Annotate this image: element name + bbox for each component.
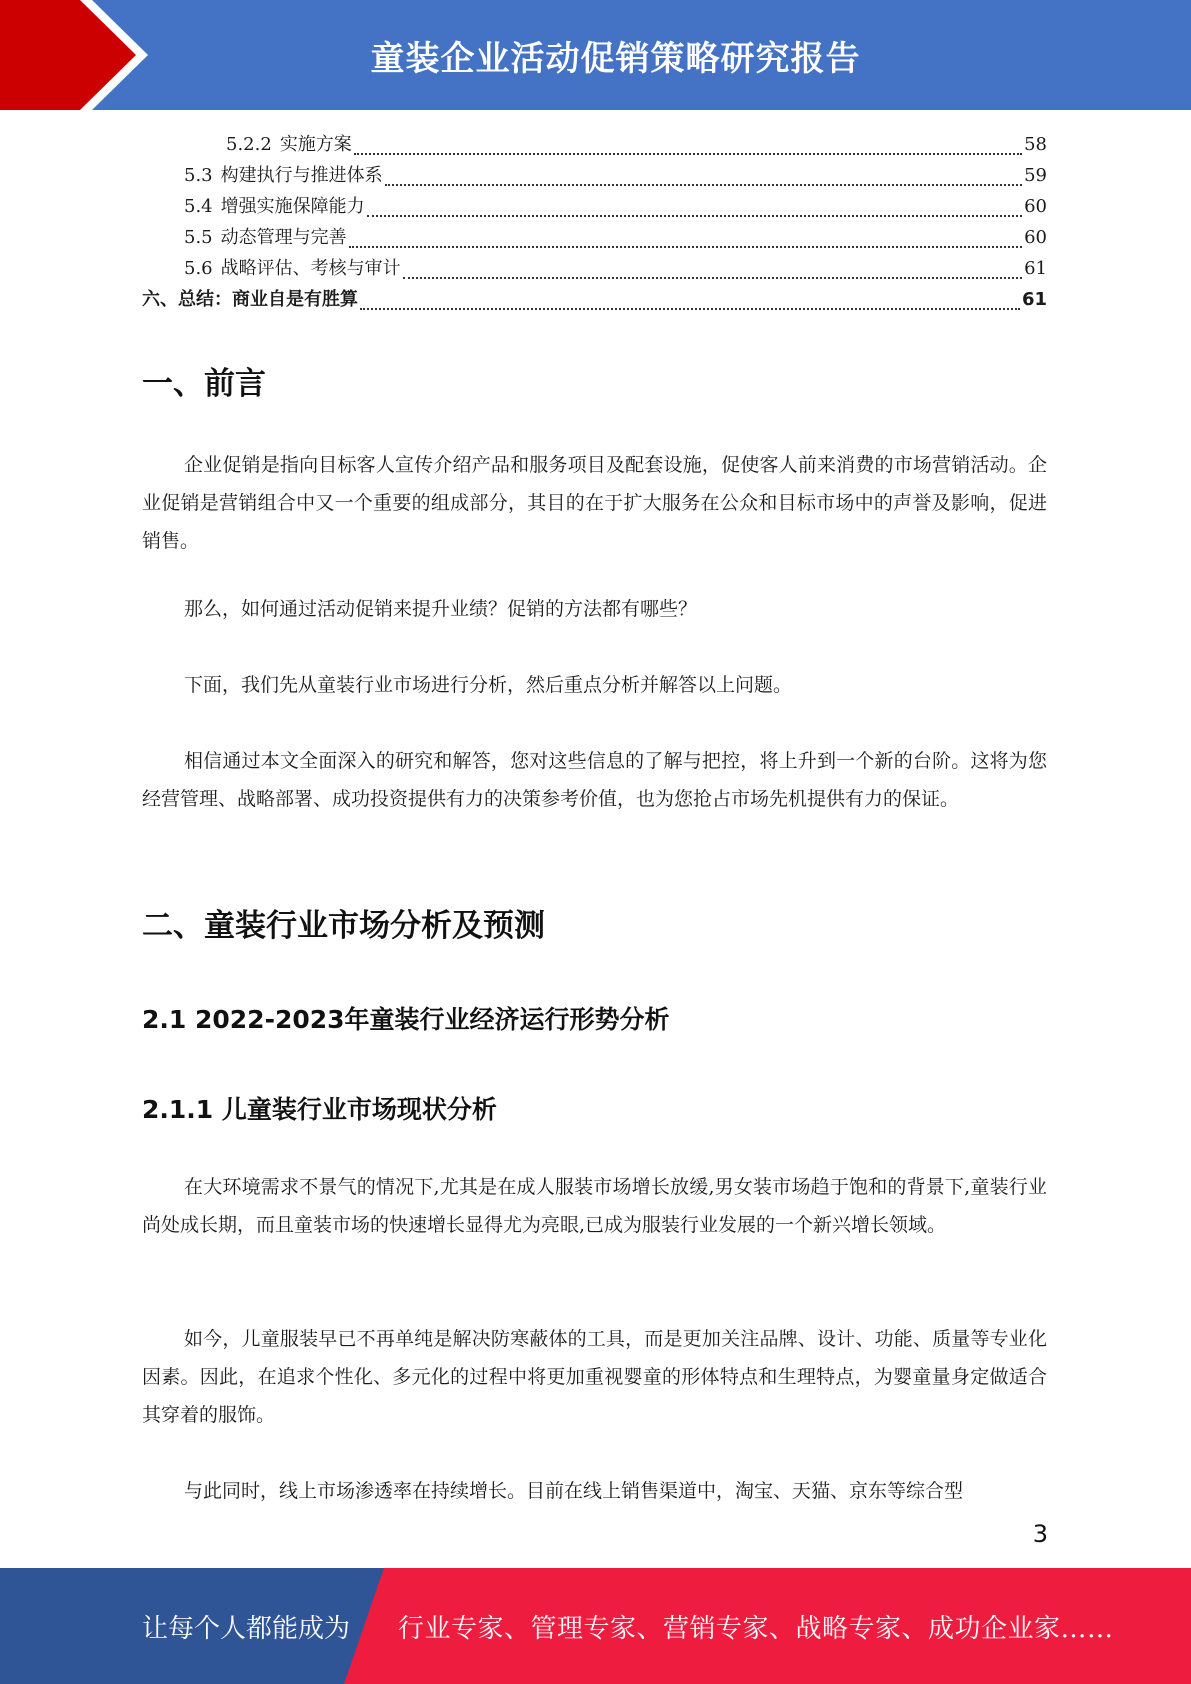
section-heading-market-analysis: 二、童装行业市场分析及预测 bbox=[142, 908, 545, 944]
toc-entry-number: 5.4 bbox=[184, 196, 213, 217]
paragraph: 下面，我们先从童装行业市场进行分析，然后重点分析并解答以上问题。 bbox=[184, 674, 793, 696]
toc-dot-leader bbox=[360, 308, 1020, 310]
toc-entry-page: 60 bbox=[1024, 227, 1047, 248]
page-footer bbox=[0, 1568, 1191, 1684]
footer-slogan-left: 让每个人都能成为 bbox=[142, 1613, 351, 1644]
toc-entry-title: 增强实施保障能力 bbox=[220, 196, 365, 217]
toc-entry[interactable] bbox=[142, 161, 1047, 192]
toc-entry-number: 5.3 bbox=[184, 165, 213, 186]
paragraph: 企业促销是指向目标客人宣传介绍产品和服务项目及配套设施，促使客人前来消费的市场营销活动。企业促销是营销组合中又一个重要的组成部分，其目的在于扩大服务在公众和目标市场中的声誉及影响，促进销售。 bbox=[142, 454, 1047, 552]
toc-entry-page: 59 bbox=[1024, 165, 1047, 186]
subsection-heading: 2.1 2022-2023年童装行业经济运行形势分析 bbox=[142, 1005, 670, 1034]
toc-entry-page: 58 bbox=[1024, 134, 1047, 155]
page-header bbox=[0, 0, 1191, 110]
toc-entry-number: 5.5 bbox=[184, 227, 213, 248]
toc-dot-leader bbox=[349, 246, 1022, 248]
paragraph: 那么，如何通过活动促销来提升业绩？促销的方法都有哪些？ bbox=[184, 598, 698, 620]
toc-entry[interactable] bbox=[142, 192, 1047, 223]
paragraph: 与此同时，线上市场渗透率在持续增长。目前在线上销售渠道中，淘宝、天猫、京东等综合型 bbox=[184, 1480, 964, 1502]
toc-entry-number: 5.6 bbox=[184, 258, 213, 279]
paragraph: 相信通过本文全面深入的研究和解答，您对这些信息的了解与把控，将上升到一个新的台阶。这将为您经营管理、战略部署、成功投资提供有力的决策参考价值，也为您抢占市场先机提供有力的保证。 bbox=[142, 750, 1047, 810]
toc-dot-leader bbox=[367, 215, 1022, 217]
toc-entry-number: 5.2.2 bbox=[226, 134, 272, 155]
paragraph: 如今，儿童服装早已不再单纯是解决防寒蔽体的工具，而是更加关注品牌、设计、功能、质量等专业化因素。因此，在追求个性化、多元化的过程中将更加重视婴童的形体特点和生理特点，为婴童量身定做适合其穿着的服饰。 bbox=[142, 1328, 1047, 1426]
toc-entry[interactable] bbox=[142, 223, 1047, 254]
toc-entry[interactable] bbox=[142, 130, 1047, 161]
toc-entry-title: 实施方案 bbox=[279, 134, 352, 155]
report-title: 童装企业活动促销策略研究报告 bbox=[370, 38, 861, 79]
page-number: 3 bbox=[1032, 1520, 1048, 1548]
table-of-contents bbox=[142, 130, 1047, 316]
toc-entry-title: 六、总结：商业自是有胜算 bbox=[142, 289, 358, 310]
toc-entry-page: 60 bbox=[1024, 196, 1047, 217]
toc-entry-title: 构建执行与推进体系 bbox=[220, 165, 383, 186]
toc-dot-leader bbox=[385, 184, 1022, 186]
section-heading-preface: 一、前言 bbox=[142, 366, 266, 402]
toc-dot-leader bbox=[403, 277, 1022, 279]
toc-entry-page: 61 bbox=[1024, 258, 1047, 279]
footer-slogan-right: 行业专家、管理专家、营销专家、战略专家、成功企业家…… bbox=[398, 1613, 1114, 1644]
toc-entry-title: 动态管理与完善 bbox=[220, 227, 347, 248]
subsubsection-heading: 2.1.1 儿童装行业市场现状分析 bbox=[142, 1095, 497, 1124]
header-arrow-decoration bbox=[0, 0, 160, 110]
paragraph: 在大环境需求不景气的情况下,尤其是在成人服装市场增长放缓,男女装市场趋于饱和的背景下,童装行业尚处成长期，而且童装市场的快速增长显得尤为亮眼,已成为服装行业发展的一个新兴增长领域。 bbox=[142, 1176, 1047, 1236]
toc-dot-leader bbox=[354, 153, 1022, 155]
toc-entry[interactable] bbox=[142, 285, 1047, 316]
toc-entry[interactable] bbox=[142, 254, 1047, 285]
toc-entry-page: 61 bbox=[1021, 289, 1047, 310]
toc-entry-title: 战略评估、考核与审计 bbox=[220, 258, 401, 279]
